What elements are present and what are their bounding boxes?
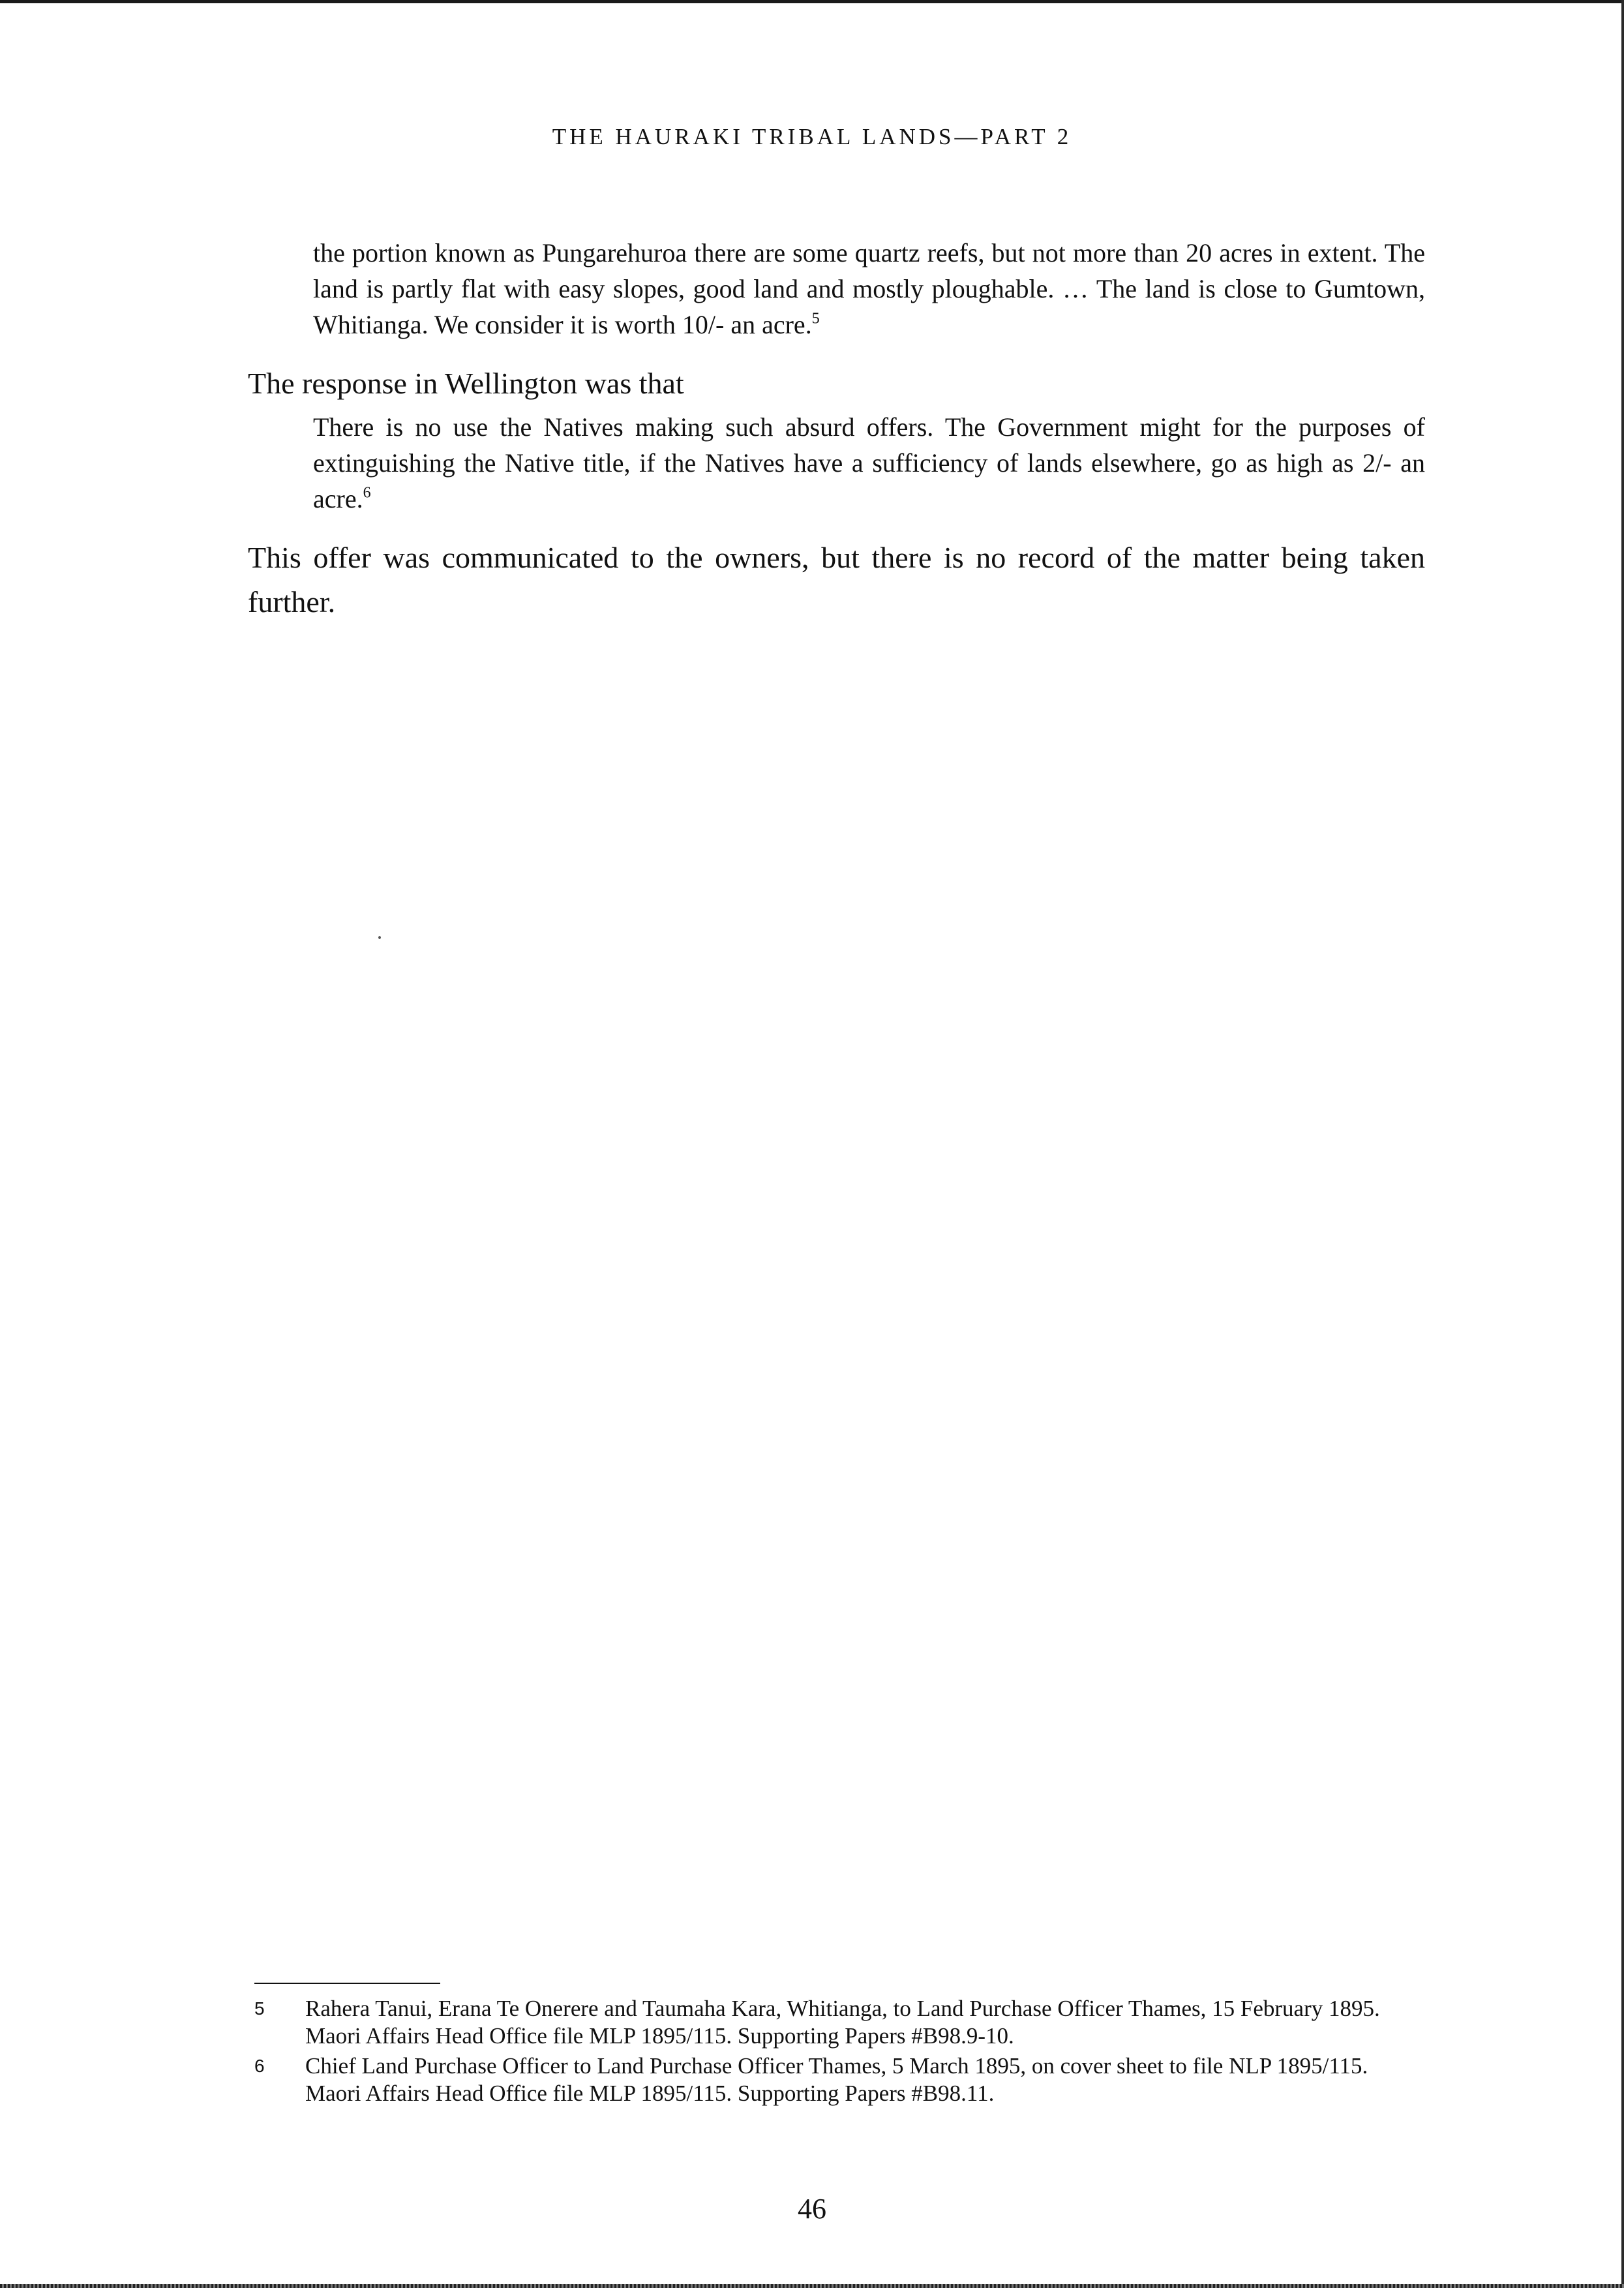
scan-border-right bbox=[1621, 0, 1624, 2288]
block-quote-2 bbox=[313, 409, 1425, 517]
quote-2-text: There is no use the Natives making such absurd offers. The Government might for the purposes of extinguishing the Native title, if the Natives have a sufficiency of lands elsewhere, go as high as 2/- an acre. bbox=[313, 412, 1425, 513]
footnote-number: 5 bbox=[254, 1998, 265, 2019]
footnote-separator bbox=[254, 1983, 440, 1984]
page-number: 46 bbox=[798, 2193, 826, 2225]
scan-border-top bbox=[0, 0, 1624, 3]
footnote-text: Chief Land Purchase Officer to Land Purchase Officer Thames, 5 March 1895, on cover sheet to file NLP 1895/115. Maori Affairs Head Office file MLP 1895/115. Supporting Papers #B98.11. bbox=[305, 2053, 1368, 2106]
paragraph-response: The response in Wellington was that bbox=[248, 367, 684, 400]
running-head: THE HAURAKI TRIBAL LANDS—PART 2 bbox=[552, 124, 1072, 149]
footnote-number: 6 bbox=[254, 2056, 265, 2076]
footnote-ref-6[interactable]: 6 bbox=[363, 484, 371, 502]
block-quote-1 bbox=[313, 235, 1425, 343]
footnote-ref-5[interactable]: 5 bbox=[811, 310, 820, 328]
footnote-6 bbox=[254, 2052, 1428, 2107]
footnote-text: Rahera Tanui, Erana Te Onerere and Taumaha Kara, Whitianga, to Land Purchase Officer Thames, 15 February 1895. Maori Affairs Head Office file MLP 1895/115. Supporting Papers #B98.9-10. bbox=[305, 1996, 1380, 2049]
quote-1-text: the portion known as Pungarehuroa there are some quartz reefs, but not more than 20 acres in extent. The land is partly flat with easy slopes, good land and mostly ploughable. … The land is close to Gumtown, Whitianga. We consider it is worth 10/- an acre. bbox=[313, 238, 1425, 339]
footnote-5 bbox=[254, 1995, 1428, 2050]
scan-border-bottom bbox=[0, 2284, 1624, 2288]
paragraph-offer: This offer was communicated to the owners, but there is no record of the matter being taken further. bbox=[248, 541, 1425, 618]
scan-speck bbox=[378, 936, 381, 939]
